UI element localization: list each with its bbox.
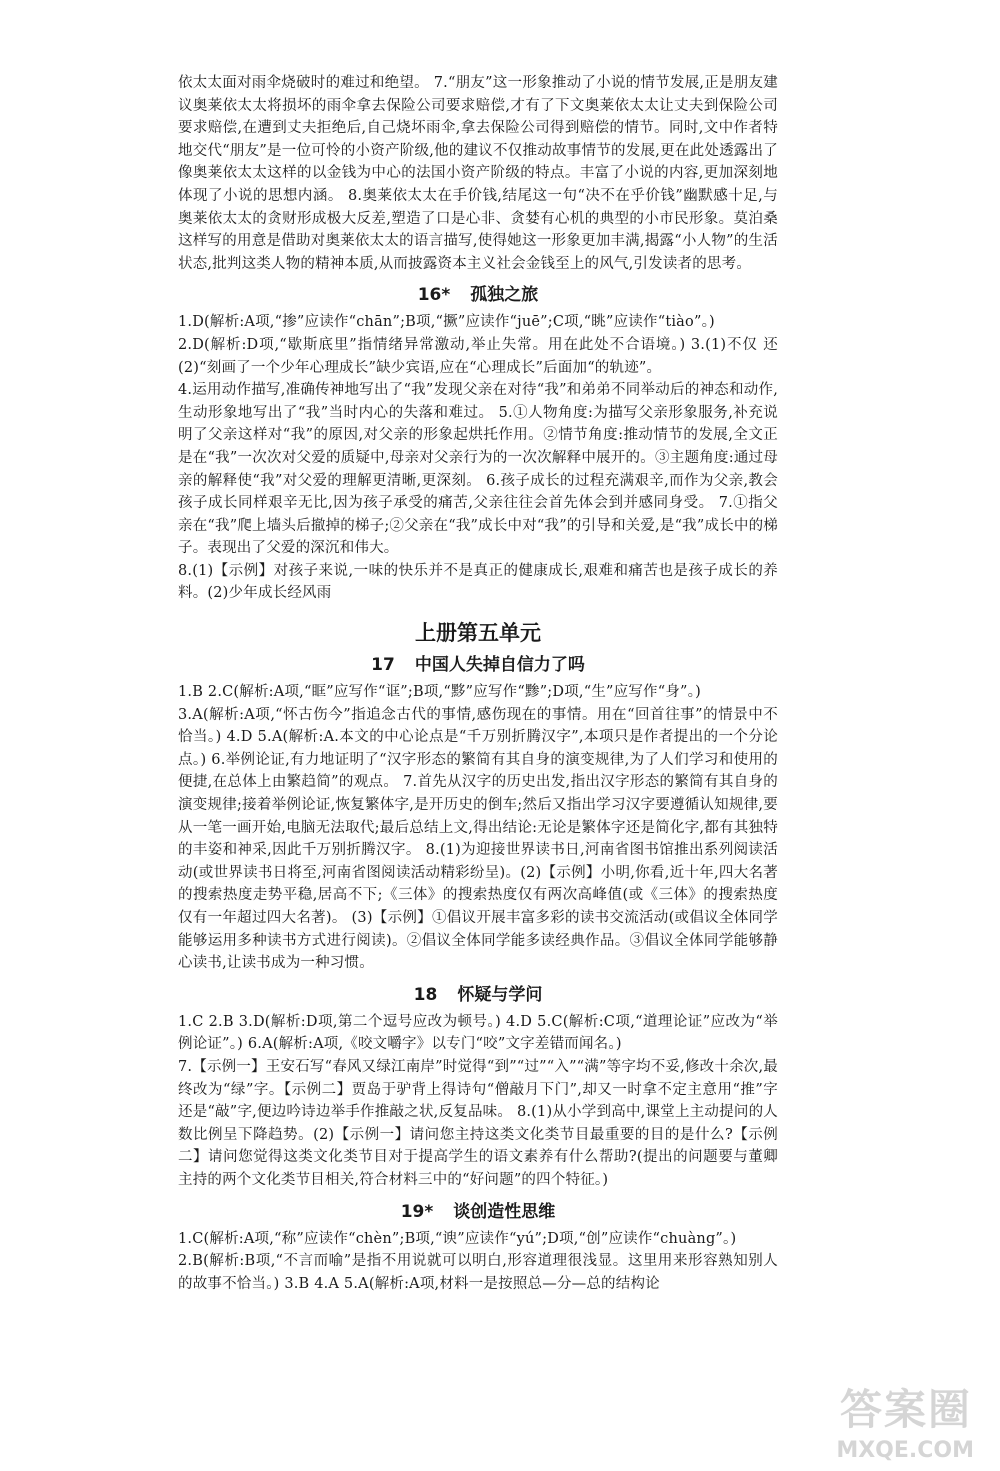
answer-paragraph: 1.D(解析:A项,“掺”应读作“chān”;B项,“撅”应读作“juē”;C项,“眺”应读作“tiào”。) bbox=[178, 314, 715, 331]
watermark-logo: 答案圈 bbox=[839, 1385, 972, 1434]
lesson-18-heading bbox=[178, 981, 778, 1009]
unit-heading: 上册第五单元 bbox=[415, 621, 541, 646]
answer-paragraph: 7.【示例一】王安石写“春风又绿江南岸”时觉得“到”“过”“入”“满”等字均不妥,修改十余次,最终改为“绿”字。【示例二】贾岛于驴背上得诗句“僧敲月下门”,却又一时拿不定主意用“推”字还是“敲”字,便边吟诗边举手作推敲之状,反复品味。 8.(1)从小学到高中,课堂上主动提问的人数比例呈下降趋势。(2)【示例一】请问您主持这类文化类节目最重要的目的是什么?【示例二】请问您觉得这类文化类节目对于提高学生的语文素养有什么帮助?(提出的问题要与董卿主持的两个文化类节目相关,符合材料三中的“好问题”的四个特征。) bbox=[178, 1058, 778, 1188]
lesson-number: 17 bbox=[371, 655, 395, 676]
watermark bbox=[782, 1377, 982, 1463]
answer-page bbox=[178, 72, 778, 1295]
answer-paragraph: 4.运用动作描写,准确传神地写出了“我”发现父亲在对待“我”和弟弟不同举动后的神态和动作,生动形象地写出了“我”当时内心的失落和难过。 5.①人物角度:为描写父亲形象服务,补充说明了父亲这样对“我”的原因,对父亲的形象起烘托作用。②情节角度:推动情节的发展,全文正是在“我”一次次对父爱的质疑中,母亲对父亲行为的一次次解释中展开的。③主题角度:通过母亲的解释使“我”对父爱的理解更清晰,更深刻。 6.孩子成长的过程充满艰辛,而作为父亲,教会孩子成长同样艰辛无比,因为孩子承受的痛苦,父亲往往会首先体会到并感同身受。 7.①指父亲在“我”爬上墙头后撤掉的梯子;②父亲在“我”成长中对“我”的引导和关爱,是“我”成长中的梯子。表现出了父爱的深沉和伟大。 bbox=[178, 382, 778, 557]
lesson-title: 谈创造性思维 bbox=[453, 1201, 556, 1222]
lesson-17-heading bbox=[178, 651, 778, 679]
lesson-title: 中国人失掉自信力了吗 bbox=[414, 655, 585, 676]
answer-paragraph: 2.D(解析:D项,“歇斯底里”指情绪异常激动,举止失常。用在此处不合语境。) 3.(1)不仅 还 (2)“刻画了一个少年心理成长”缺少宾语,应在“心理成长”后面加“的轨迹”。 bbox=[178, 336, 778, 376]
lesson-number: 19* bbox=[400, 1201, 434, 1222]
lesson-title: 怀疑与学问 bbox=[457, 984, 543, 1005]
lesson-number: 16* bbox=[417, 285, 451, 306]
intro-paragraph: 依太太面对雨伞烧破时的难过和绝望。 7.“朋友”这一形象推动了小说的情节发展,正是朋友建议奥莱依太太将损坏的雨伞拿去保险公司要求赔偿,才有了下文奥莱依太太让丈夫到保险公司要求赔偿,在遭到丈夫拒绝后,自己烧坏雨伞,拿去保险公司得到赔偿的情节。同时,文中作者特地交代“朋友”是一位可怜的小资产阶级,他的建议不仅推动故事情节的发展,更在此处透露出了像奥莱依太太这样的以金钱为中心的法国小资产阶级的特点。丰富了小说的内容,更加深刻地体现了小说的思想内涵。 8.奥莱依太太在手价钱,结尾这一句“决不在乎价钱”幽默感十足,与奥莱依太太的贪财形成极大反差,塑造了口是心非、贪婪有心机的典型的小市民形象。莫泊桑这样写的用意是借助对奥莱依太太的语言描写,使得她这一形象更加丰满,揭露“小人物”的生活状态,批判这类人物的精神本质,从而披露资本主义社会金钱至上的风气,引发读者的思考。 bbox=[178, 75, 778, 272]
lesson-number: 18 bbox=[413, 984, 438, 1005]
lesson-19-heading bbox=[178, 1198, 778, 1226]
answer-paragraph: 2.B(解析:B项,“不言而喻”是指不用说就可以明白,形容道理很浅显。这里用来形容熟知别人的故事不恰当。) 3.B 4.A 5.A(解析:A项,材料一是按照总—分—总的结构论 bbox=[178, 1253, 778, 1292]
lesson-16-heading bbox=[178, 281, 778, 309]
answer-paragraph: 8.(1)【示例】对孩子来说,一味的快乐并不是真正的健康成长,艰难和痛苦也是孩子成长的养料。(2)少年成长经风雨 bbox=[178, 562, 778, 602]
answer-paragraph: 3.A(解析:A项,“怀古伤今”指追念古代的事情,感伤现在的事情。用在“回首往事”的情景中不恰当。) 4.D 5.A(解析:A.本文的中心论点是“千万别折腾汉字”,本项只是作者提出的一个分论点。) 6.举例论证,有力地证明了“汉字形态的繁简有其自身的演变规律,为了人们学习和使用的便捷,在总体上由繁趋简”的观点。 7.首先从汉字的历史出发,指出汉字形态的繁简有其自身的演变规律;接着举例论证,恢复繁体字,是开历史的倒车;然后又指出学习汉字要遵循认知规律,要从一笔一画开始,电脑无法取代;最后总结上文,得出结论:无论是繁体字还是简化字,都有其独特的丰姿和神采,因此千万别折腾汉字。 8.(1)为迎接世界读书日,河南省图书馆推出系列阅读活动(或世界读书日将至,河南省图阅读活动精彩纷呈)。(2)【示例】小明,你看,近十年,四大名著的搜索热度走势平稳,居高不下;《三体》的搜索热度仅有两次高峰值(或《三体》的搜索热度仅有一年超过四大名著)。 (3)【示例】①倡议开展丰富多彩的读书交流活动(或倡议全体同学能够运用多种读书方式进行阅读)。②倡议全体同学能多读经典作品。③倡议全体同学能够静心读书,让读书成为一种习惯。 bbox=[178, 706, 778, 972]
answer-paragraph: 1.C(解析:A项,“称”应读作“chèn”;B项,“谀”应读作“yú”;D项,“创”应读作“chuàng”。) bbox=[178, 1230, 737, 1247]
watermark-url: MXQE.COM bbox=[836, 1438, 974, 1463]
answer-paragraph: 1.C 2.B 3.D(解析:D项,第二个逗号应改为顿号。) 4.D 5.C(解析:C项,“道理论证”应改为“举例论证”。) 6.A(解析:A项,《咬文嚼字》以专门“咬”文字差错而闻名。) bbox=[178, 1013, 778, 1053]
answer-paragraph: 1.B 2.C(解析:A项,“眶”应写作“诓”;B项,“黟”应写作“黪”;D项,“生”应写作“身”。) bbox=[178, 684, 701, 701]
lesson-title: 孤独之旅 bbox=[470, 285, 539, 306]
